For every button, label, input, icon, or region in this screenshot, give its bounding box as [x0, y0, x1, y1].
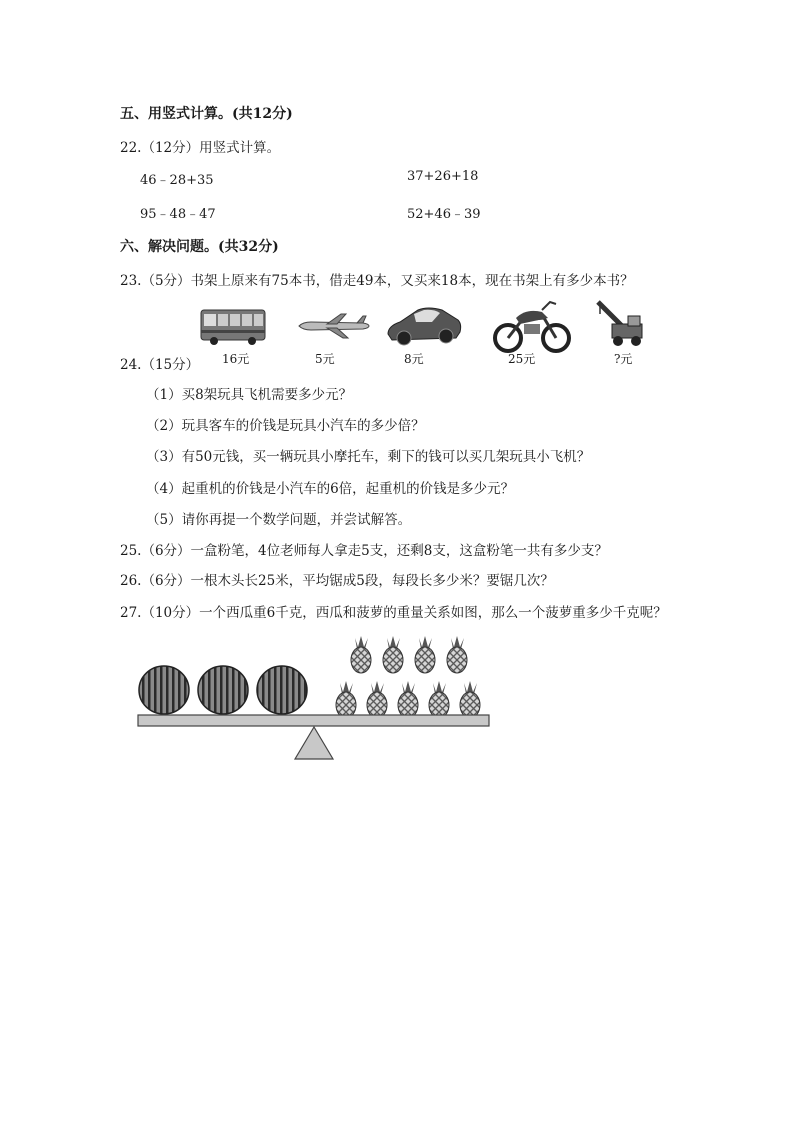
- bus-icon: [200, 306, 266, 346]
- question-24-sub-1: （1）买8架玩具飞机需要多少元？: [146, 387, 353, 403]
- question-24-sub-5: （5）请你再提一个数学问题，并尝试解答。: [146, 512, 412, 528]
- pineapple-icon: [383, 636, 403, 673]
- question-24-sub-2: （2）玩具客车的价钱是玩具小汽车的多少倍？: [146, 418, 425, 434]
- pineapple-icon: [367, 681, 387, 718]
- expression-4: 52+46﹣39: [407, 207, 481, 222]
- balance-fulcrum: [295, 727, 333, 759]
- question-24-sub-4: （4）起重机的价钱是小汽车的6倍，起重机的价钱是多少元？: [146, 481, 515, 497]
- pineapple-icon: [429, 681, 449, 718]
- question-22: 22.（12分）用竖式计算。: [120, 140, 281, 156]
- pineapple-icon: [447, 636, 467, 673]
- pineapple-icon: [415, 636, 435, 673]
- section5-title: 五、用竖式计算。(共12分): [120, 106, 293, 122]
- car-icon: [384, 300, 464, 350]
- motorcycle-price: 25元: [508, 352, 536, 366]
- question-27: 27.（10分）一个西瓜重6千克，西瓜和菠萝的重量关系如图，那么一个菠萝重多少千克呢？: [120, 605, 667, 621]
- crane-price: ?元: [614, 352, 633, 366]
- balance-beam: [138, 715, 489, 726]
- pineapple-icon: [351, 636, 371, 673]
- watermelon-icon: [198, 666, 248, 714]
- pineapple-icon: [460, 681, 480, 718]
- expression-1: 46﹣28+35: [140, 173, 214, 188]
- watermelon-icon: [257, 666, 307, 714]
- car-price: 8元: [404, 352, 424, 366]
- question-26: 26.（6分）一根木头长25米，平均锯成5段，每段长多少米？要锯几次？: [120, 573, 554, 589]
- bus-price: 16元: [222, 352, 250, 366]
- airplane-icon: [297, 312, 371, 340]
- question-23: 23.（5分）书架上原来有75本书，借走49本，又买来18本，现在书架上有多少本书？: [120, 273, 634, 289]
- expression-3: 95﹣48﹣47: [140, 207, 216, 222]
- motorcycle-icon: [492, 296, 572, 354]
- section6-title: 六、解决问题。(共32分): [120, 239, 279, 255]
- airplane-price: 5元: [315, 352, 335, 366]
- question-24-sub-3: （3）有50元钱，买一辆玩具小摩托车，剩下的钱可以买几架玩具小飞机？: [146, 449, 591, 465]
- question-24-label: 24.（15分）: [120, 357, 200, 373]
- balance-diagram: [130, 626, 500, 766]
- pineapple-icon: [398, 681, 418, 718]
- question-25: 25.（6分）一盒粉笔，4位老师每人拿走5支，还剩8支，这盒粉笔一共有多少支？: [120, 543, 608, 559]
- watermelon-icon: [139, 666, 189, 714]
- expression-2: 37+26+18: [407, 169, 479, 184]
- crane-icon: [592, 296, 646, 350]
- pineapple-icon: [336, 681, 356, 718]
